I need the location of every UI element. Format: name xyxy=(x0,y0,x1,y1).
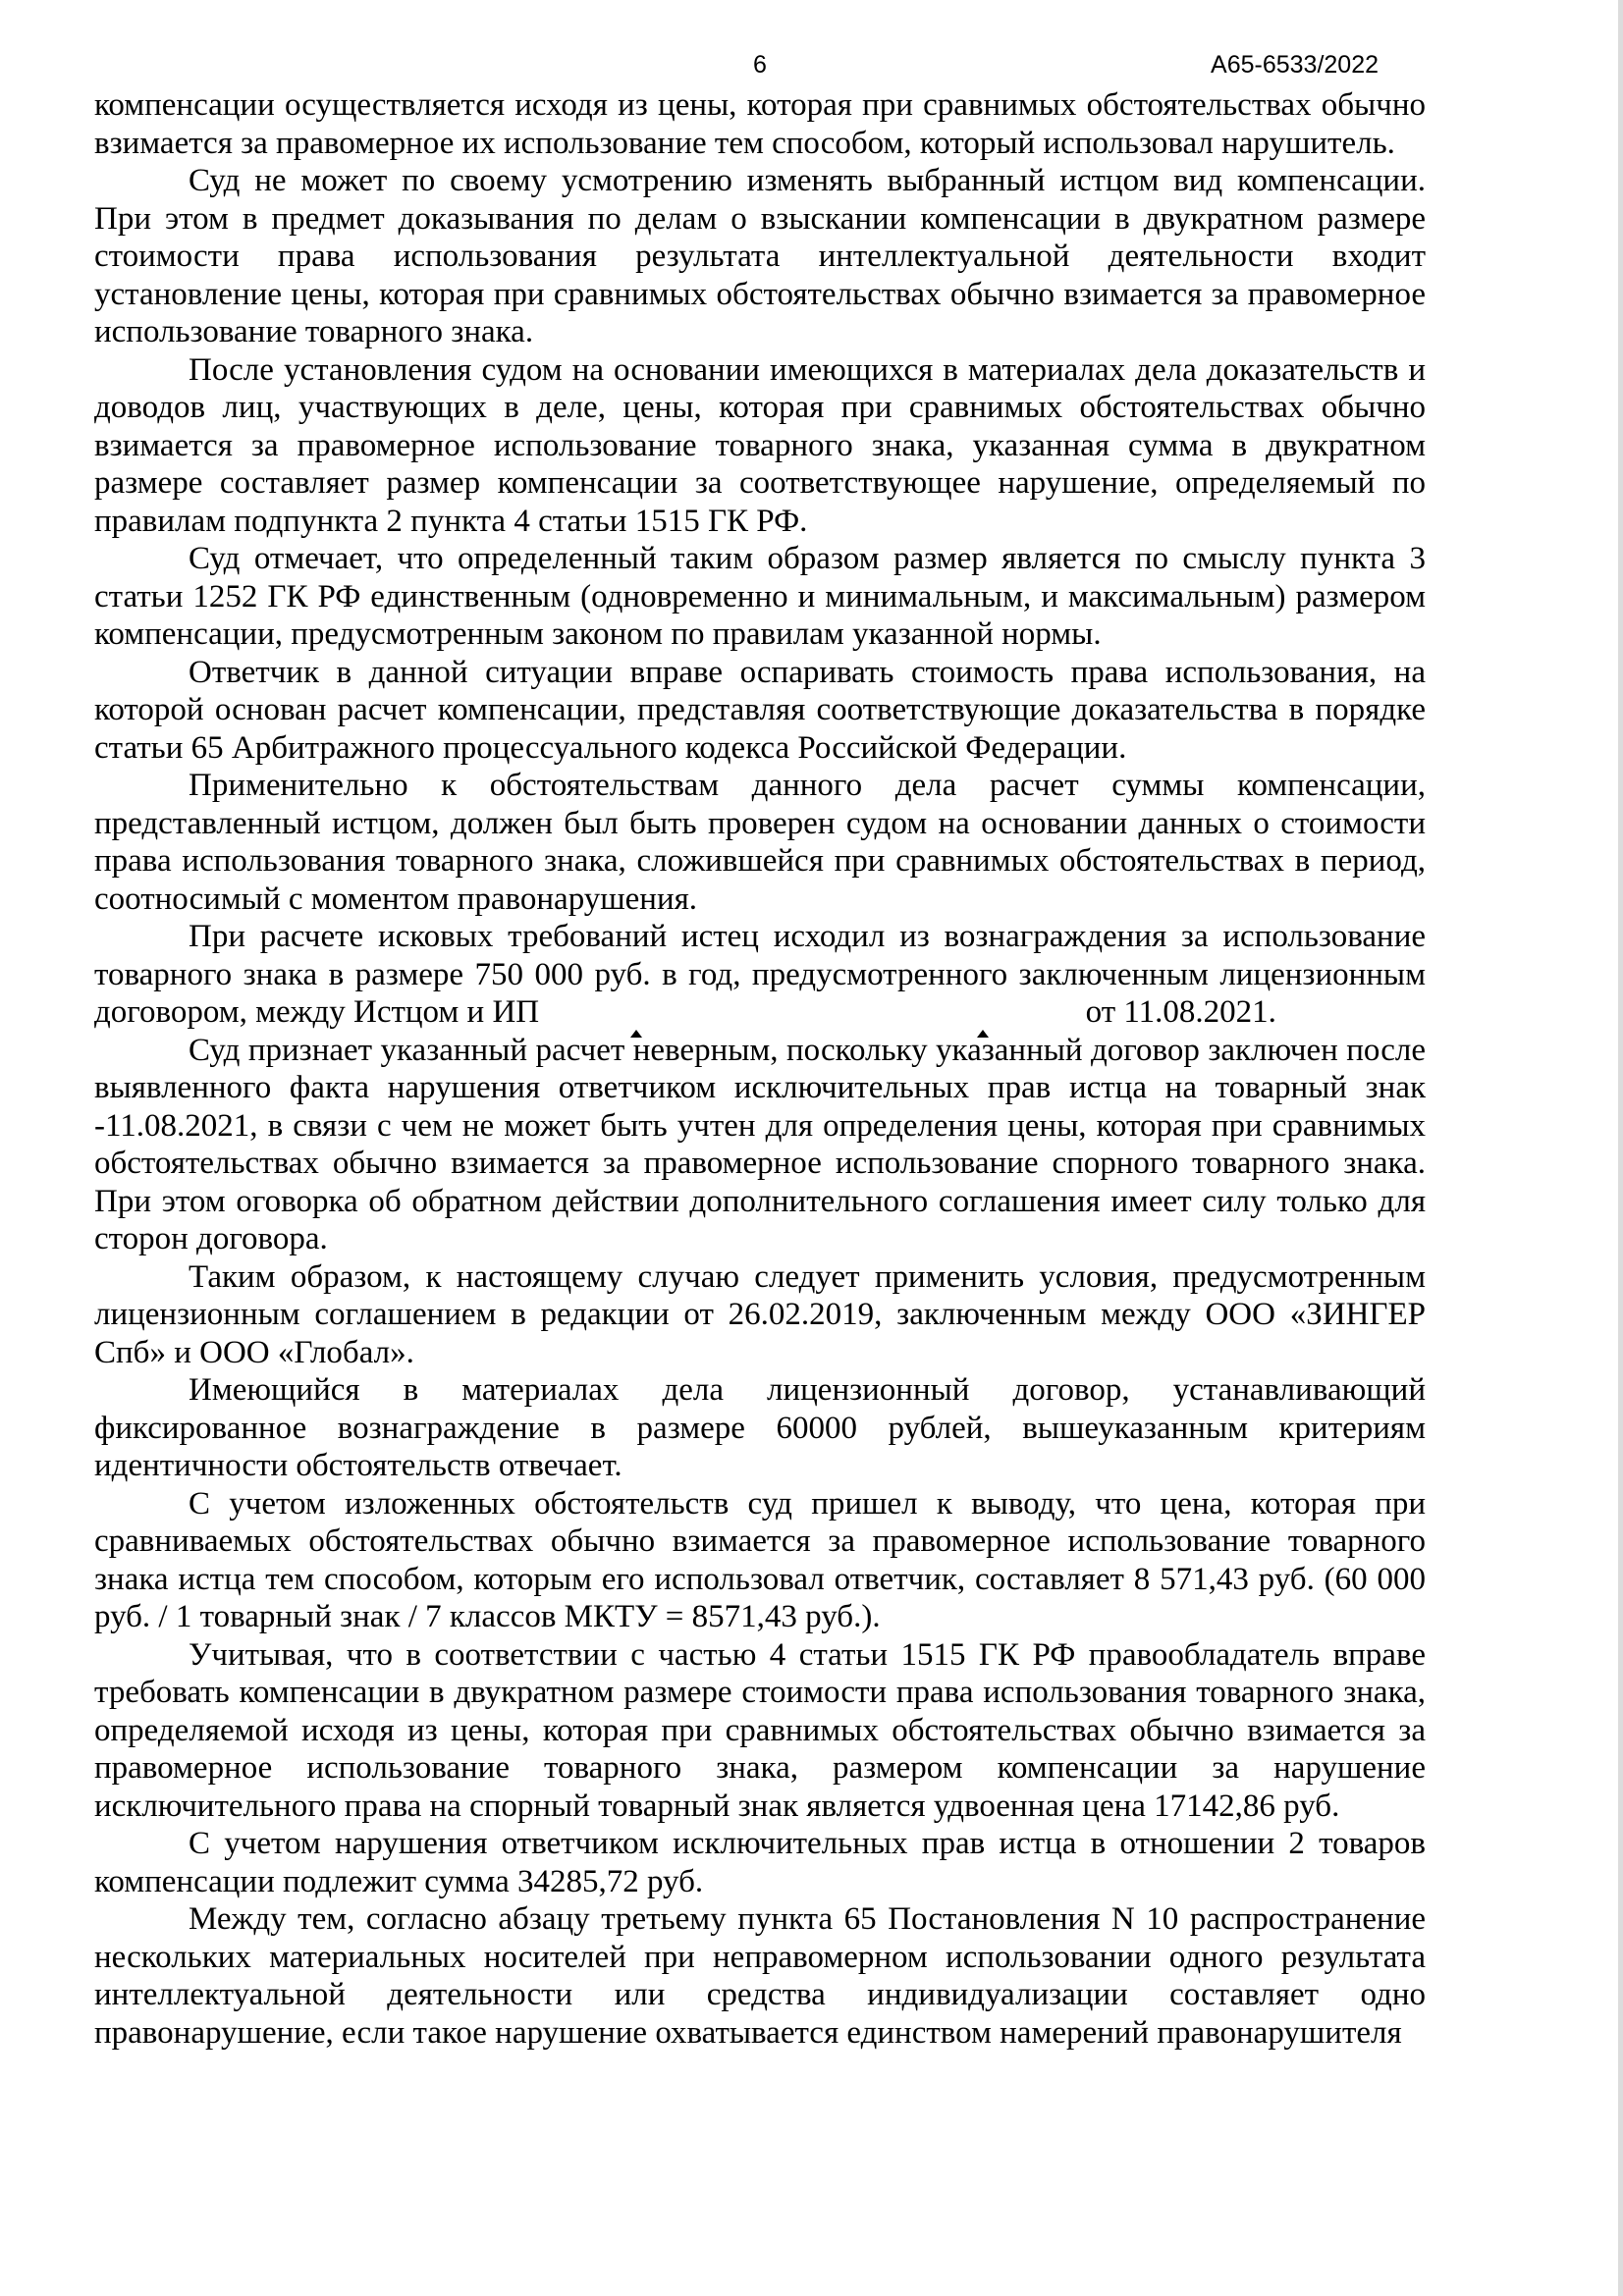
paragraph-continuation: компенсации осуществляется исходя из цены, которая при сравнимых обстоятельствах обычно взимается за правомерное их использование тем способом, который использовал нарушитель. xyxy=(94,87,1426,161)
paragraph: Суд отмечает, что определенный таким образом размер является по смыслу пункта 3 статьи 1252 ГК РФ единственным (одновременно и минимальным, и максимальным) размером компенсации, предусмотренным законом по правилам указанной нормы. xyxy=(94,541,1426,652)
paragraph: Имеющийся в материалах дела лицензионный договор, устанавливающий фиксированное вознаграждение в размере 60000 рублей, вышеуказанным критериям идентичности обстоятельств отвечает. xyxy=(94,1372,1426,1483)
paragraph: Суд не может по своему усмотрению изменять выбранный истцом вид компенсации. При этом в предмет доказывания по делам о взыскании компенсации в двукратном размере стоимости права использования результата интеллектуальной деятельности входит установление цены, которая при сравнимых обстоятельствах обычно взимается за правомерное использование товарного знака. xyxy=(94,163,1426,349)
paragraph: Суд признает указанный расчет неверным, поскольку указанный договор заключен после выявленного факта нарушения ответчиком исключительных прав истца на товарный знак -11.08.2021, в связи с чем не может быть учтен для определения цены, которая при сравнимых обстоятельствах обычно взимается за правомерное использование спорного товарного знака. При этом оговорка об обратном действии дополнительного соглашения имеет силу только для сторон договора. xyxy=(94,1032,1426,1256)
paragraph: С учетом изложенных обстоятельств суд пришел к выводу, что цена, которая при сравниваемых обстоятельствах обычно взимается за правомерное использование товарного знака истца тем способом, которым его использовал ответчик, составляет 8 571,43 руб. (60 000 руб. / 1 товарный знак / 7 классов МКТУ = 8571,43 руб.). xyxy=(94,1485,1426,1634)
page-number: 6 xyxy=(753,51,767,79)
redacted-text-gap xyxy=(547,1021,1077,1022)
redaction-mark xyxy=(630,1030,642,1038)
redacted-paragraph-after: от 11.08.2021. xyxy=(1085,994,1276,1030)
redaction-mark xyxy=(977,1030,989,1038)
paragraph: Учитывая, что в соответствии с частью 4 статьи 1515 ГК РФ правообладатель вправе требовать компенсации в двукратном размере стоимости права использования товарного знака, определяемой исходя из цены, которая при сравнимых обстоятельствах обычно взимается за правомерное использование товарного знака, размером компенсации за нарушение исключительного права на спорный товарный знак является удвоенная цена 17142,86 руб. xyxy=(94,1636,1426,1824)
paragraph: Применительно к обстоятельствам данного дела расчет суммы компенсации, представленный истцом, должен был быть проверен судом на основании данных о стоимости права использования товарного знака, сложившейся при сравнимых обстоятельствах в период, соотносимый с моментом правонарушения. xyxy=(94,768,1426,917)
paragraph-with-redaction xyxy=(94,918,1426,1032)
paragraph: После установления судом на основании имеющихся в материалах дела доказательств и доводов лиц, участвующих в деле, цены, которая при сравнимых обстоятельствах обычно взимается за правомерное использование товарного знака, указанная сумма в двукратном размере составляет размер компенсации за соответствующее нарушение, определяемый по правилам подпункта 2 пункта 4 статьи 1515 ГК РФ. xyxy=(94,351,1426,539)
page-header xyxy=(94,51,1426,80)
redacted-paragraph-before: При расчете исковых требований истец исходил из вознаграждения за использование товарного знака в размере 750 000 руб. в год, предусмотренного заключенным лицензионным договором, между Истцом и ИП xyxy=(94,919,1426,1030)
paragraph: С учетом нарушения ответчиком исключительных прав истца в отношении 2 товаров компенсации подлежит сумма 34285,72 руб. xyxy=(94,1826,1426,1899)
scan-edge-shadow xyxy=(1618,0,1623,2296)
document-body xyxy=(94,86,1426,2052)
paragraph: Таким образом, к настоящему случаю следует применить условия, предусмотренным лицензионным соглашением в редакции от 26.02.2019, заключенным между ООО «ЗИНГЕР Спб» и ООО «Глобал». xyxy=(94,1258,1426,1370)
paragraph: Ответчик в данной ситуации вправе оспаривать стоимость права использования, на которой основан расчет компенсации, представляя соответствующие доказательства в порядке статьи 65 Арбитражного процессуального кодекса Российской Федерации. xyxy=(94,654,1426,766)
case-number: А65-6533/2022 xyxy=(1211,51,1379,79)
paragraph: Между тем, согласно абзацу третьему пункта 65 Постановления N 10 распространение нескольких материальных носителей при неправомерном использовании одного результата интеллектуальной деятельности или средства индивидуализации составляет одно правонарушение, если такое нарушение охватывается единством намерений правонарушителя xyxy=(94,1901,1426,2051)
